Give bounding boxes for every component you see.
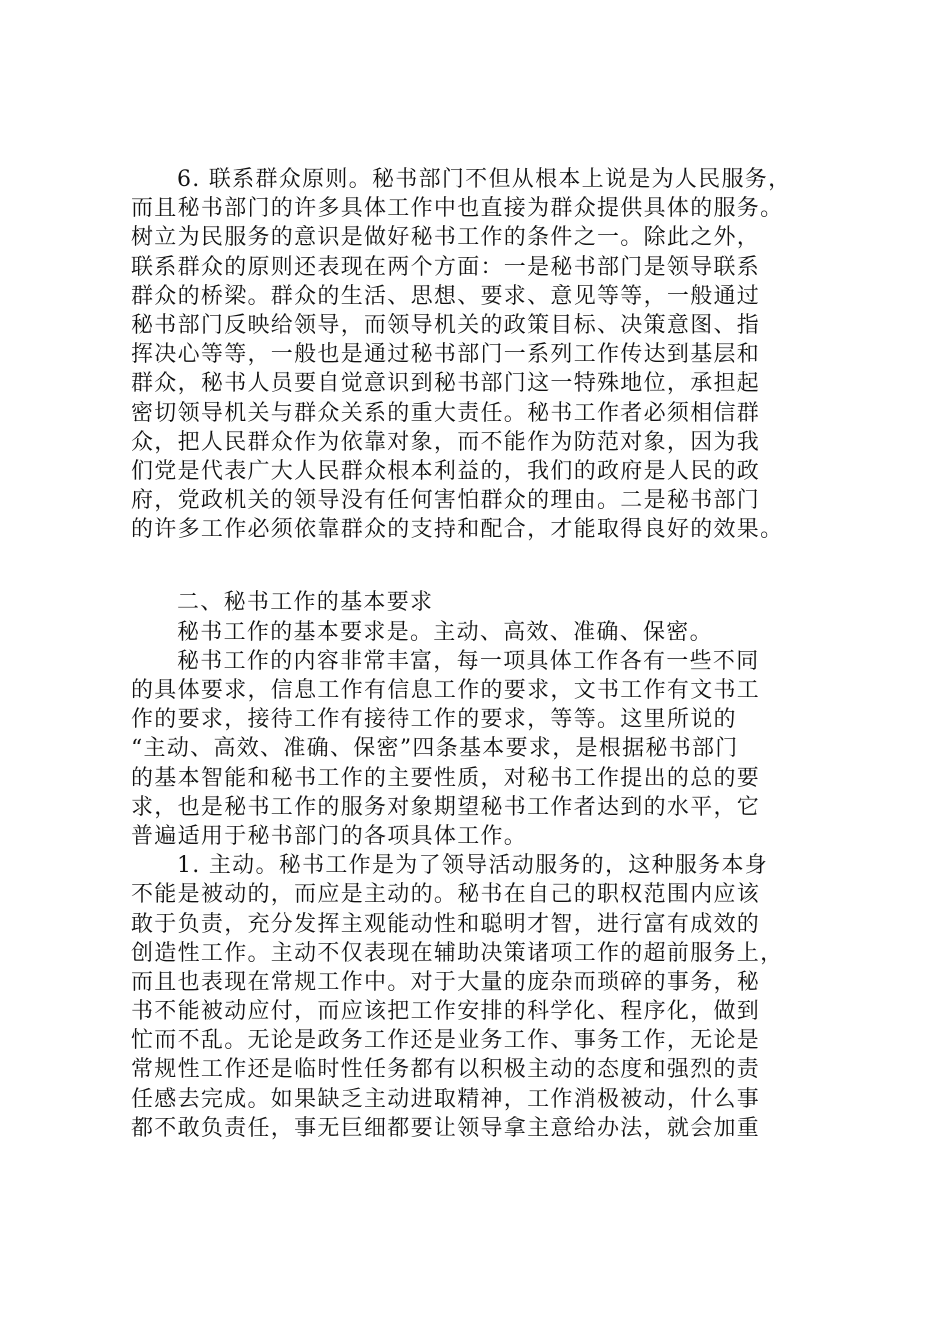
text-line: 书不能被动应付，而应该把工作安排的科学化、程序化，做到 <box>131 999 761 1025</box>
paragraph-intro <box>131 647 821 851</box>
text-line: 们党是代表广大人民群众根本利益的，我们的政府是人民的政 <box>131 458 761 484</box>
text-line: 秘书部门反映给领导，而领导机关的政策目标、决策意图、指 <box>131 312 761 338</box>
text-line: 6. 联系群众原则。秘书部门不但从根本上说是为人民服务， <box>177 167 792 192</box>
section-summary: 秘书工作的基本要求是。主动、高效、准确、保密。 <box>177 619 713 645</box>
text-line: 府，党政机关的领导没有任何害怕群众的理由。二是秘书部门 <box>131 488 761 514</box>
text-line: 群众的桥梁。群众的生活、思想、要求、意见等等，一般通过 <box>131 283 761 309</box>
text-line: 作的要求，接待工作有接待工作的要求，等等。这里所说的 <box>131 707 737 733</box>
text-line: “主动、高效、准确、保密”四条基本要求，是根据秘书部门 <box>131 736 739 762</box>
text-line: 敢于负责，充分发挥主观能动性和聪明才智，进行富有成效的 <box>131 911 761 937</box>
text-line: 挥决心等等，一般也是通过秘书部门一系列工作传达到基层和 <box>131 342 761 368</box>
paragraph-initiative <box>131 851 821 1143</box>
text-line: 而且秘书部门的许多具体工作中也直接为群众提供具体的服务。 <box>131 196 784 222</box>
text-line: 求，也是秘书工作的服务对象期望秘书工作者达到的水平，它 <box>131 794 761 820</box>
text-line: 秘书工作的内容非常丰富，每一项具体工作各有一些不同 <box>177 648 760 674</box>
text-line: 忙而不乱。无论是政务工作还是业务工作、事务工作，无论是 <box>131 1028 761 1054</box>
text-line: 的许多工作必须依靠群众的支持和配合，才能取得良好的效果。 <box>131 517 784 543</box>
text-line: 的具体要求，信息工作有信息工作的要求，文书工作有文书工 <box>131 678 761 703</box>
text-line: 任感去完成。如果缺乏主动进取精神，工作消极被动，什么事 <box>131 1086 761 1112</box>
text-line: 群众，秘书人员要自觉意识到秘书部门这一特殊地位，承担起 <box>131 371 761 397</box>
paragraph-contact-masses <box>131 165 821 544</box>
text-line: 密切领导机关与群众关系的重大责任。秘书工作者必须相信群 <box>131 400 761 426</box>
text-line: 创造性工作。主动不仅表现在辅助决策诸项工作的超前服务上， <box>131 940 784 966</box>
section-spacer <box>131 544 821 588</box>
text-line: 普遍适用于秘书部门的各项具体工作。 <box>131 823 528 849</box>
text-line: 都不敢负责任，事无巨细都要让领导拿主意给办法，就会加重 <box>131 1115 761 1141</box>
text-line: 不能是被动的，而应是主动的。秘书在自己的职权范围内应该 <box>131 882 761 908</box>
document-body <box>131 165 821 1143</box>
text-line: 树立为民服务的意识是做好秘书工作的条件之一。除此之外， <box>131 225 761 251</box>
text-line: 众，把人民群众作为依靠对象，而不能作为防范对象，因为我 <box>131 429 761 455</box>
text-line: 的基本智能和秘书工作的主要性质，对秘书工作提出的总的要 <box>131 765 761 791</box>
text-line: 而且也表现在常规工作中。对于大量的庞杂而琐碎的事务，秘 <box>131 969 761 995</box>
section-heading: 二、秘书工作的基本要求 <box>177 590 434 616</box>
text-line: 常规性工作还是临时性任务都有以积极主动的态度和强烈的责 <box>131 1057 761 1083</box>
text-line: 联系群众的原则还表现在两个方面：一是秘书部门是领导联系 <box>131 254 761 280</box>
text-line: 1. 主动。秘书工作是为了领导活动服务的，这种服务本身 <box>177 853 769 879</box>
